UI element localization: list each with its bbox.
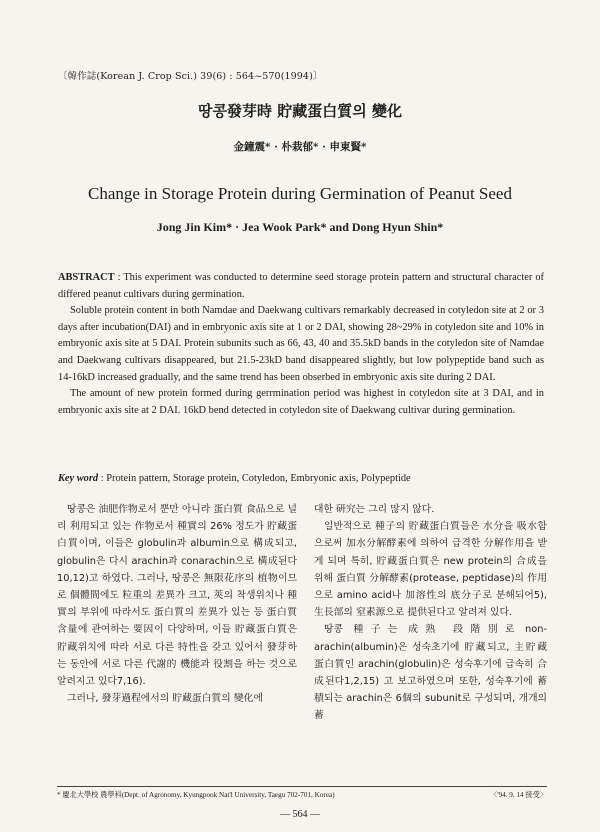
body-column-right — [314, 501, 547, 725]
keyword-label: Key word — [58, 473, 99, 484]
journal-reference: 〔韓作誌(Korean J. Crop Sci.) 39(6) : 564~570(1994)〕 — [58, 71, 323, 82]
received-date: 〈'94. 9. 14 接受〉 — [490, 791, 547, 799]
english-title: Change in Storage Protein during Germination of Peanut Seed — [88, 184, 512, 203]
body-right-paragraph-0: 대한 硏究는 그리 많지 않다. — [314, 504, 435, 515]
korean-authors: 金鐘震* · 朴栽郁* · 申東賢* — [233, 141, 367, 153]
abstract-text-1: : This experiment was conducted to determine seed storage protein pattern and structural character of differed peanut cultivars during germination. — [58, 272, 544, 300]
footnote-divider — [57, 786, 547, 787]
keyword-text: : Protein pattern, Storage protein, Cotyledon, Embryonic axis, Polypeptide — [98, 473, 411, 484]
body-left-paragraph-1: 땅콩은 油肥作物로서 뿐만 아니라 蛋白質 食品으로 널리 利用되고 있는 作物로서 種實의 26% 정도가 貯藏蛋白質이며, 이들은 globulin과 albumin으로 構成되고, globulin은 다시 arachin과 conarachin으로 構成된다10,12)고 하였다. 그러나, 땅콩은 無限花序의 植物이므로 個體間에도 粒重의 差異가 크고, 莢의 착생위치나 種實의 부위에 따라서도 蛋白質의 差異가 있는 등 蛋白質 含量에 관여하는 要因이 다양하며, 이들 貯藏蛋白質은 貯藏위치에 따라 서로 다른 特性을 갖고 있어서 發芽하는 동안에 서로 다른 代謝的 機能과 役割을 하는 것으로 알려지고 있다7,16). — [57, 504, 297, 688]
abstract-label: ABSTRACT — [58, 272, 115, 283]
korean-title: 땅콩發芽時 貯藏蛋白質의 變化 — [198, 102, 402, 120]
body-right-paragraph-2: 땅콩 種子는 成熟 段階別로 non-arachin(albumin)은 성숙초기에 貯藏되고, 主貯藏 蛋白質인 arachin(globulin)은 성숙후기에 급속히 合成된다1,2,15) 고 보고하였으며 또한, 성숙후기에 蓄積되는 arachin은 6個의 subunit로 구성되며, 개개의 蓄 — [314, 624, 547, 722]
page-number: — 564 — — [280, 809, 320, 820]
body-right-paragraph-1: 일반적으로 種子의 貯藏蛋白質들은 水分을 吸水함으로써 加水分解酵素에 의하여 급격한 分解作用을 받게 되며 특히, 貯藏蛋白質은 new protein의 合成을 위해 蛋白質 分解酵素(protease, peptidase)의 作用으로 amino acid나 加溶性의 底分子로 분해되어5), 生長部의 窒素源으로 提供된다고 알려져 있다. — [314, 521, 547, 619]
body-left-paragraph-2: 그러나, 發芽過程에서의 貯藏蛋白質의 變化에 — [67, 693, 263, 705]
abstract — [58, 270, 544, 419]
body-column-left — [57, 501, 297, 707]
abstract-paragraph-1 — [58, 270, 544, 303]
footnote — [57, 790, 547, 800]
abstract-paragraph-3: The amount of new protein formed during gerrmination period was highest in cotyledon site at 3 DAI, and in embryonic axis site at 2 DAI. 16kD bend detected in cotyledon site of Daekwang cultivar during germination. — [58, 388, 544, 416]
keywords — [58, 473, 544, 484]
abstract-paragraph-2: Soluble protein content in both Namdae and Daekwang cultivars remarkably decreased in cotyledon site at 2 or 3 days after incubation(DAI) and in embryonic axis site at 1 or 2 DAI, showing 28~29% in cotyledon site and 10% in embryonic axis site at 5 DAI. Protein subunits such as 66, 43, 40 and 35.5kD bands in the cotyledon site of Namdae and Daekwang cultivars disappeared, but 21.5-23kD band disappeared slightly, but low polypeptide band such as 14-16kD increased gradually, and the same trend has been obserbed in embryonic axis site during 2 DAI. — [58, 305, 544, 383]
footnote-affiliation: * 慶北大學校 農學科(Dept. of Agronomy, Kyungpook Nat'l University, Taegu 702-701, Korea) — [57, 791, 335, 799]
english-authors: Jong Jin Kim* · Jea Wook Park* and Dong Hyun Shin* — [156, 220, 444, 234]
